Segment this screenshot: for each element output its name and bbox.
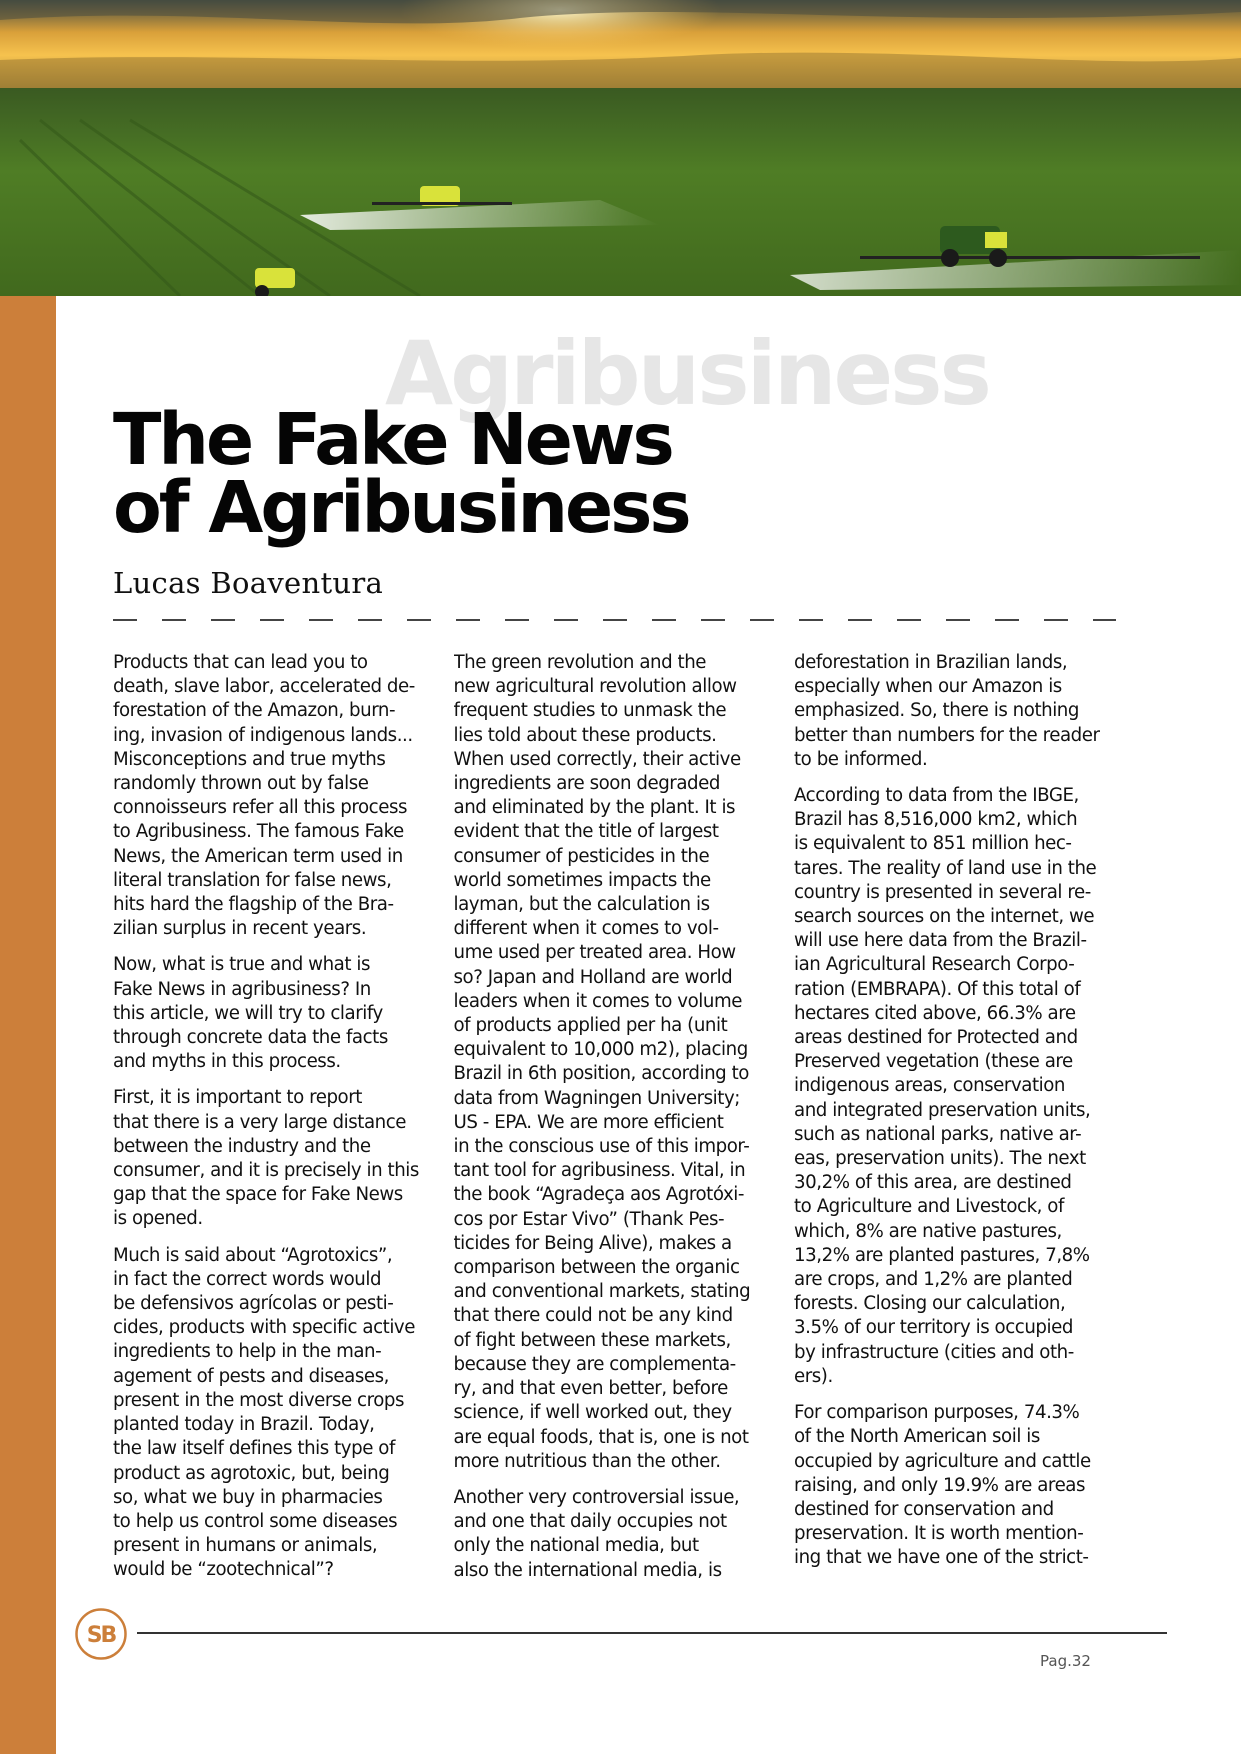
text-line: cides, products with specific active (113, 1317, 415, 1339)
text-line: deforestation in Brazilian lands, (794, 652, 1068, 673)
text-line: to help us control some diseases (113, 1510, 398, 1532)
text-line: that there could not be any kind (453, 1305, 733, 1327)
text-line: better than numbers for the reader (794, 724, 1100, 746)
text-line: is equivalent to 851 million hec- (794, 833, 1072, 855)
logo-text: SB (86, 1623, 116, 1648)
text-line: lies told about these products. (453, 724, 717, 746)
text-line: 13,2% are planted pastures, 7,8% (794, 1244, 1090, 1266)
text-line: equivalent to 10,000 m2), placing (453, 1039, 748, 1061)
text-line: especially when our Amazon is (794, 676, 1062, 698)
text-line: ing, invasion of indigenous lands... (113, 724, 413, 746)
text-line: ingredients to help in the man- (113, 1341, 382, 1363)
text-line: ing that we have one of the strict- (794, 1547, 1089, 1569)
text-line: frequent studies to unmask the (453, 700, 727, 722)
text-column-3 (794, 651, 1120, 1581)
text-line: Fake News in agribusiness? In (113, 978, 371, 1000)
text-line: so, what we buy in pharmacies (113, 1486, 383, 1508)
text-line: According to data from the IBGE, (794, 785, 1079, 807)
text-line: Preserved vegetation (these are (794, 1051, 1073, 1073)
text-line: layman, but the calculation is (453, 894, 710, 916)
text-line: eas, preservation units). The next (794, 1148, 1086, 1170)
text-line: of the North American soil is (794, 1426, 1040, 1448)
text-line: be defensivos agrícolas or pesti- (113, 1293, 394, 1315)
text-line: Now, what is true and what is (113, 954, 370, 976)
text-line: present in the most diverse crops (113, 1389, 404, 1411)
page-number: Pag.32 (1040, 1652, 1091, 1670)
text-line: more nutritious than the other. (453, 1450, 721, 1472)
text-line: randomly thrown out by false (113, 773, 369, 795)
text-line: different when it comes to vol- (453, 918, 719, 940)
text-line: agement of pests and diseases, (113, 1365, 389, 1387)
text-line: in fact the correct words would (113, 1268, 382, 1290)
text-line: comparison between the organic (453, 1257, 740, 1279)
text-line: and conventional markets, stating (453, 1281, 751, 1303)
text-line: Much is said about “Agrotoxics”, (113, 1244, 393, 1266)
text-line: science, if well worked out, they (453, 1402, 732, 1424)
hero-photo-farm-field (0, 0, 1241, 296)
paragraph (113, 1244, 439, 1581)
text-line: and one that daily occupies not (453, 1511, 727, 1533)
text-line: of products applied per ha (unit (453, 1015, 728, 1037)
text-line: ticides for Being Alive), makes a (453, 1232, 732, 1254)
text-line: because they are complementa- (453, 1353, 736, 1375)
text-line: between the industry and the (113, 1135, 371, 1157)
text-line: death, slave labor, accelerated de- (113, 676, 415, 698)
text-line: gap that the space for Fake News (113, 1184, 403, 1206)
text-line: also the international media, is (453, 1559, 722, 1581)
text-line: data from Wagningen University; (453, 1087, 740, 1109)
article-title-line-1: The Fake News (113, 398, 672, 481)
paragraph (113, 1086, 439, 1231)
paragraph (794, 784, 1120, 1389)
text-line: leaders when it comes to volume (453, 990, 742, 1012)
text-line: 3.5% of our territory is occupied (794, 1317, 1073, 1339)
paragraph (794, 651, 1120, 772)
text-line: zilian surplus in recent years. (113, 918, 367, 940)
text-line: Products that can lead you to (113, 652, 368, 673)
text-line: cos por Estar Vivo” (Thank Pes- (453, 1208, 725, 1230)
text-line: Another very controversial issue, (453, 1486, 740, 1508)
text-line: to be informed. (794, 748, 928, 770)
paragraph (113, 651, 439, 941)
text-line: destined for conservation and (794, 1498, 1054, 1520)
text-line: will use here data from the Brazil- (794, 930, 1087, 952)
text-line: world sometimes impacts the (453, 869, 711, 891)
author-name: Lucas Boaventura (113, 566, 384, 600)
text-line: the book “Agradeça aos Agrotóxi- (453, 1184, 744, 1206)
text-line: hectares cited above, 66.3% are (794, 1002, 1076, 1024)
text-line: forestation of the Amazon, burn- (113, 700, 396, 722)
text-line: literal translation for false news, (113, 869, 392, 891)
text-line: ian Agricultural Research Corpo- (794, 954, 1075, 976)
paragraph (794, 1401, 1120, 1570)
text-line: When used correctly, their active (453, 748, 741, 770)
text-line: by infrastructure (cities and oth- (794, 1341, 1074, 1363)
text-column-1 (113, 651, 439, 1581)
text-line: this article, we will try to clarify (113, 1002, 383, 1024)
text-line: tant tool for agribusiness. Vital, in (453, 1160, 746, 1182)
text-column-2 (454, 651, 780, 1581)
text-line: evident that the title of largest (453, 821, 719, 843)
text-line: only the national media, but (453, 1535, 699, 1557)
text-line: For comparison purposes, 74.3% (794, 1402, 1080, 1424)
article-title-line-2: of Agribusiness (113, 466, 689, 549)
text-line: planted today in Brazil. Today, (113, 1414, 375, 1436)
text-line: and integrated preservation units, (794, 1099, 1091, 1121)
text-line: ingredients are soon degraded (453, 773, 720, 795)
magazine-logo (74, 1607, 128, 1661)
text-line: News, the American term used in (113, 845, 403, 867)
dashed-divider (113, 619, 1116, 621)
hero-illustration (0, 0, 1241, 296)
text-line: present in humans or animals, (113, 1535, 378, 1557)
text-line: and myths in this process. (113, 1051, 341, 1073)
text-line: ume used per treated area. How (453, 942, 736, 964)
text-line: Brazil in 6th position, according to (453, 1063, 749, 1085)
text-line: are crops, and 1,2% are planted (794, 1269, 1073, 1291)
text-line: Misconceptions and true myths (113, 748, 386, 770)
paragraph (454, 651, 780, 1474)
text-line: so? Japan and Holland are world (453, 966, 733, 988)
text-line: through concrete data the facts (113, 1027, 388, 1049)
text-line: 30,2% of this area, are destined (794, 1172, 1072, 1194)
text-line: connoisseurs refer all this process (113, 797, 408, 819)
text-line: preservation. It is worth mention- (794, 1523, 1084, 1545)
text-line: search sources on the internet, we (794, 906, 1095, 928)
text-line: and eliminated by the plant. It is (453, 797, 736, 819)
section-watermark: Agribusiness (385, 322, 989, 425)
article-title (113, 398, 833, 549)
text-line: The green revolution and the (453, 652, 707, 673)
text-line: that there is a very large distance (113, 1111, 407, 1133)
text-line: country is presented in several re- (794, 881, 1091, 903)
text-line: emphasized. So, there is nothing (794, 700, 1079, 722)
text-line: ration (EMBRAPA). Of this total of (794, 978, 1081, 1000)
text-line: hits hard the flagship of the Bra- (113, 894, 394, 916)
text-line: are equal foods, that is, one is not (453, 1426, 749, 1448)
text-line: tares. The reality of land use in the (794, 857, 1097, 879)
text-line: new agricultural revolution allow (453, 676, 737, 698)
side-accent-bar (0, 296, 56, 1754)
text-line: the law itself defines this type of (113, 1438, 395, 1460)
text-line: US - EPA. We are more efficient (453, 1111, 724, 1133)
text-line: such as national parks, native ar- (794, 1123, 1082, 1145)
text-line: consumer of pesticides in the (453, 845, 710, 867)
paragraph (113, 953, 439, 1074)
text-line: product as agrotoxic, but, being (113, 1462, 390, 1484)
text-line: occupied by agriculture and cattle (794, 1450, 1091, 1472)
paragraph (454, 1486, 780, 1581)
text-line: Brazil has 8,516,000 km2, which (794, 809, 1078, 831)
text-line: indigenous areas, conservation (794, 1075, 1065, 1097)
text-line: First, it is important to report (113, 1087, 362, 1109)
text-line: which, 8% are native pastures, (794, 1220, 1062, 1242)
text-line: in the conscious use of this impor- (453, 1136, 750, 1158)
article-body (113, 651, 1120, 1581)
text-line: to Agriculture and Livestock, of (794, 1196, 1064, 1218)
text-line: is opened. (113, 1208, 203, 1230)
text-line: would be “zootechnical”? (113, 1559, 334, 1581)
text-line: forests. Closing our calculation, (794, 1293, 1066, 1315)
text-line: raising, and only 19.9% are areas (794, 1474, 1086, 1496)
text-line: to Agribusiness. The famous Fake (113, 821, 404, 843)
text-line: ry, and that even better, before (453, 1378, 728, 1400)
text-line: areas destined for Protected and (794, 1027, 1078, 1049)
text-line: consumer, and it is precisely in this (113, 1160, 419, 1182)
text-line: ers). (794, 1365, 833, 1387)
footer-rule (137, 1632, 1167, 1634)
text-line: of fight between these markets, (453, 1329, 731, 1351)
